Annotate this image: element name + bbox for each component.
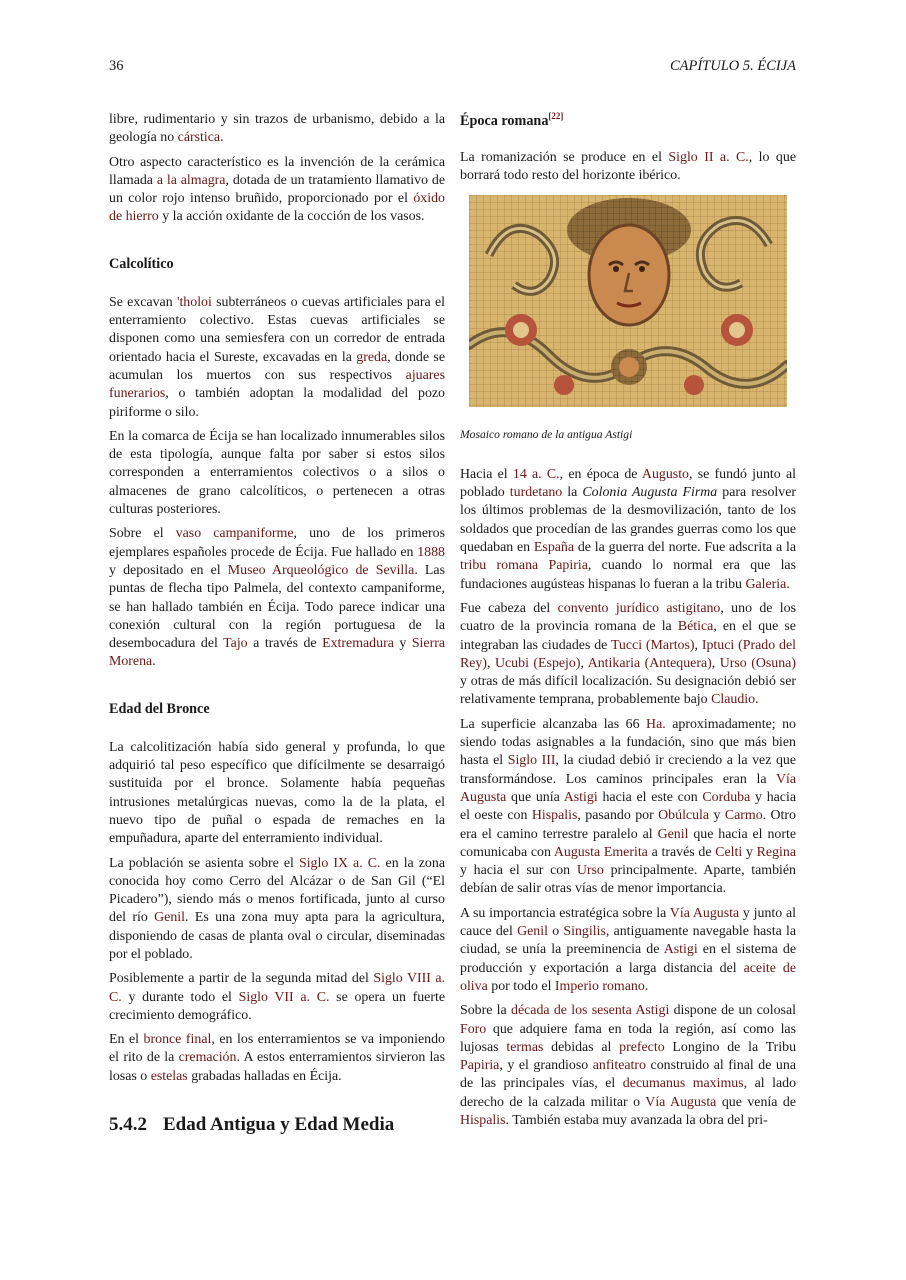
link[interactable]: Museo Arqueológico de Sevilla (227, 562, 415, 578)
link[interactable]: Vía Augusta (669, 905, 740, 921)
mosaic-illustration (469, 195, 787, 407)
subsection-title: Época romana (460, 113, 549, 129)
link[interactable]: Genil (517, 924, 548, 940)
link[interactable]: óxido de hierro (109, 191, 445, 225)
link[interactable]: Genil (657, 826, 689, 842)
left-column (109, 111, 445, 1136)
link[interactable]: prefecto (619, 1039, 665, 1055)
link[interactable]: Siglo II a. C. (668, 150, 749, 165)
mosaic-image (469, 195, 787, 407)
link[interactable]: convento jurídico astigitano (557, 600, 721, 616)
link[interactable]: Iptuci (Prado del Rey) (460, 637, 796, 671)
link[interactable]: cárstica (177, 130, 221, 146)
link[interactable]: 1888 (417, 544, 445, 560)
italic-text: Colonia Augusta Firma (582, 485, 718, 501)
paragraph: Fue cabeza del convento jurídico astigitano, uno de los cuatro de la provincia romana de la Bética, en el que se integraban las ciudades de Tucci (Martos), Iptuci (Prado del Rey), Ucubi (Espejo), Antikaria (Antequera), Urso (Osuna) y otras de más difícil localización. Su designación debió ser relativamente temprana, probablemente bajo Claudio. (460, 600, 796, 708)
link[interactable]: Ha. (646, 716, 666, 732)
link[interactable]: década de los sesenta (511, 1003, 632, 1019)
link[interactable]: Antikaria (Antequera) (587, 655, 712, 671)
link[interactable]: Astigi (563, 789, 598, 805)
link[interactable]: Claudio (711, 692, 756, 708)
link[interactable]: España (533, 540, 575, 556)
link[interactable]: Regina (756, 844, 796, 860)
link[interactable]: Siglo IX a. C. (298, 855, 381, 871)
paragraph: Posiblemente a partir de la segunda mitad del Siglo VIII a. C. y durante todo el Siglo VII a. C. se opera un fuerte crecimiento demográfico. (109, 971, 445, 1023)
link[interactable]: cremación (178, 1050, 237, 1066)
paragraph: A su importancia estratégica sobre la Vía Augusta y junto al cauce del Genil o Singilis, antiguamente navegable hasta la ciudad, se unía la preeminencia de Astigi en el sistema de producción y exportación a larga distancia del aceite de oliva por todo el Imperio romano. (460, 905, 797, 994)
link[interactable]: Urso (Osuna) (719, 655, 796, 671)
link[interactable]: Celti (715, 844, 743, 860)
link[interactable]: ajuares funerarios (109, 367, 445, 402)
link[interactable]: Corduba (702, 789, 751, 805)
link[interactable]: Foro (460, 1021, 487, 1037)
subsection-heading-bronce: Edad del Bronce (109, 700, 210, 717)
section-heading (109, 1114, 445, 1136)
link[interactable]: Carmo (724, 808, 763, 824)
paragraph: La población se asienta sobre el Siglo IX a. C. en la zona conocida hoy como Cerro del Alcázar o de San Gil (“El Picadero”), siendo más o menos fortificada, junto al curso del río Genil. Es una zona muy apta para la agricultura, disponiendo de casas de planta oval o circular, diseminadas por el poblado. (109, 855, 445, 962)
link[interactable]: Papiria (460, 1058, 500, 1074)
link[interactable]: aceite de oliva (460, 960, 797, 994)
link[interactable]: Astigi (663, 942, 698, 958)
link[interactable]: estelas (150, 1068, 188, 1084)
link[interactable]: Hispalis (460, 1112, 506, 1128)
link[interactable]: Urso (576, 863, 604, 879)
subsection-heading-calcolitico: Calcolítico (109, 255, 174, 272)
link[interactable]: Siglo III (507, 753, 556, 769)
link[interactable]: 14 a. C. (512, 466, 560, 482)
link[interactable]: Singilis (563, 924, 606, 940)
link[interactable]: Siglo VIII a. C. (109, 971, 445, 1005)
paragraph: Hacia el 14 a. C., en época de Augusto, se fundó junto al poblado turdetano la Colonia Augusta Firma para resolver los últimos problemas de la desmovilización, tanto de los soldados que procedían de las grandes guerras como los que quedaban en España de la guerra del norte. Fue adscrita a la tribu romana Papiria, cuando lo normal era que las fundaciones augústeas hispanas lo fueran a la tribu Galeria. (460, 466, 797, 592)
link[interactable]: 'tholoi (176, 294, 212, 310)
link[interactable]: Galeria (745, 576, 787, 592)
link[interactable]: bronce final (143, 1032, 212, 1048)
link[interactable]: Vía Augusta (645, 1094, 717, 1110)
link[interactable]: Obúlcula (658, 808, 710, 824)
paragraph: Sobre el vaso campaniforme, uno de los primeros ejemplares españoles procede de Écija. Fue hallado en 1888 y depositado en el Museo Arqueológico de Sevilla. Las puntas de flecha tipo Palmela, del contexto campaniforme, se han hallado también en Écija. Todo parece indicar una conexión cultural con la región portuguesa de la desembocadura del Tajo a través de Extremadura y Sierra Morena. (109, 526, 445, 670)
link[interactable]: Extremadura (322, 636, 394, 652)
link[interactable]: anfiteatro (592, 1058, 646, 1074)
paragraph: La superficie alcanzaba las 66 Ha. aproximadamente; no siendo todas asignables a la fundación, sino que más bien hasta el Siglo III, la ciudad debió ir creciendo a la vez que transformándose. Los caminos principales eran la Vía Augusta que unía Astigi hacia el este con Corduba y hacia el oeste con Hispalis, pasando por Obúlcula y Carmo. Otro era el camino terrestre paralelo al Genil que hacia el norte comunicaba con Augusta Emerita a través de Celti y Regina y hacia el sur con Urso principalmente. Aparte, también debían de salir otras vías de menor importancia. (460, 716, 797, 897)
right-column (460, 111, 796, 1136)
link[interactable]: turdetano (509, 485, 563, 501)
section-number: 5.4.2 (109, 1114, 147, 1136)
link[interactable]: Hispalis (531, 808, 578, 824)
figure-caption: Mosaico romano de la antigua Astigi (460, 427, 633, 441)
section-title: Edad Antigua y Edad Media (163, 1114, 395, 1136)
link[interactable]: Ucubi (Espejo) (494, 655, 581, 671)
link[interactable]: Augusto (641, 466, 689, 482)
link[interactable]: decumanus maximus (622, 1076, 744, 1092)
paragraph: libre, rudimentario y sin trazos de urbanismo, debido a la geología no cárstica. (109, 112, 445, 146)
subsection-heading-romana (460, 111, 796, 130)
link[interactable]: Tucci (Martos) (610, 637, 695, 653)
paragraph: Sobre la década de los sesenta Astigi dispone de un colosal Foro que adquiere fama en toda la región, así como las lujosas termas debidas al prefecto Longino de la Tribu Papiria, y el grandioso anfiteatro construido al final de una de las principales vías, el decumanus maximus, al lado derecho de la calzada militar o Vía Augusta que venía de Hispalis. También estaba muy avanzada la obra del pri- (460, 1003, 797, 1128)
chapter-header: CAPÍTULO 5. ÉCIJA (669, 58, 796, 74)
link[interactable]: a la almagra (156, 172, 226, 188)
paragraph: En el bronce final, en los enterramientos se va imponiendo el rito de la cremación. A estos enterramientos sirvieron las losas o estelas grabadas halladas en Écija. (109, 1032, 445, 1084)
reference-link[interactable]: [22] (548, 111, 564, 121)
link[interactable]: Vía Augusta (460, 771, 796, 805)
link[interactable]: Augusta Emerita (553, 844, 648, 860)
link[interactable]: tribu romana Papiria (460, 558, 588, 574)
page-number: 36 (109, 58, 124, 74)
link[interactable]: Bética (677, 619, 714, 635)
paragraph: La calcolitización había sido general y profunda, lo que adquirió tal peso específico que difícilmente se desarraigó sustituida por el bronce. Solamente había pequeñas intrusiones metalúrgicas nuevas, como la de la plata, el nuevo tipo de puñal o espada de remaches en la empuñadura, aparte del enterramiento individual. (109, 739, 445, 847)
link[interactable]: Genil (154, 910, 186, 926)
paragraph: Otro aspecto característico es la invención de la cerámica llamada a la almagra, dotada de un tratamiento llamativo de un color rojo intenso bruñido, proporcionado por el óxido de hierro y la acción oxidante de la cocción de los vasos. (109, 154, 445, 225)
link[interactable]: termas (506, 1039, 544, 1055)
paragraph: En la comarca de Écija se han localizado innumerables silos de esta tipología, aunque falta por saber si estos silos corresponden a enterramientos colectivos o a silos o almacenes de grano calcolíticos, o pertenecen a otras culturas posteriores. (109, 428, 445, 518)
link[interactable]: Imperio romano (554, 978, 645, 994)
link[interactable]: Astigi (635, 1003, 670, 1019)
link[interactable]: greda (356, 349, 388, 365)
paragraph: La romanización se produce en el Siglo II a. C., lo que borrará todo resto del horizonte ibérico. (460, 150, 796, 184)
link[interactable]: vaso campaniforme (175, 526, 294, 542)
link[interactable]: Tajo (223, 636, 248, 652)
paragraph: Se excavan 'tholoi subterráneos o cuevas artificiales para el enterramiento colectivo. Estas cuevas artificiales se disponen como una semiesfera con un corredor de entrada orientado hacia el Sureste, excavadas en la greda, donde se acumulan los muertos con sus respectivos ajuares funerarios, o también adoptan la modalidad del pozo piriforme o silo. (109, 294, 445, 420)
link[interactable]: Siglo VII a. C. (238, 989, 330, 1005)
link[interactable]: Sierra Morena (109, 636, 445, 670)
